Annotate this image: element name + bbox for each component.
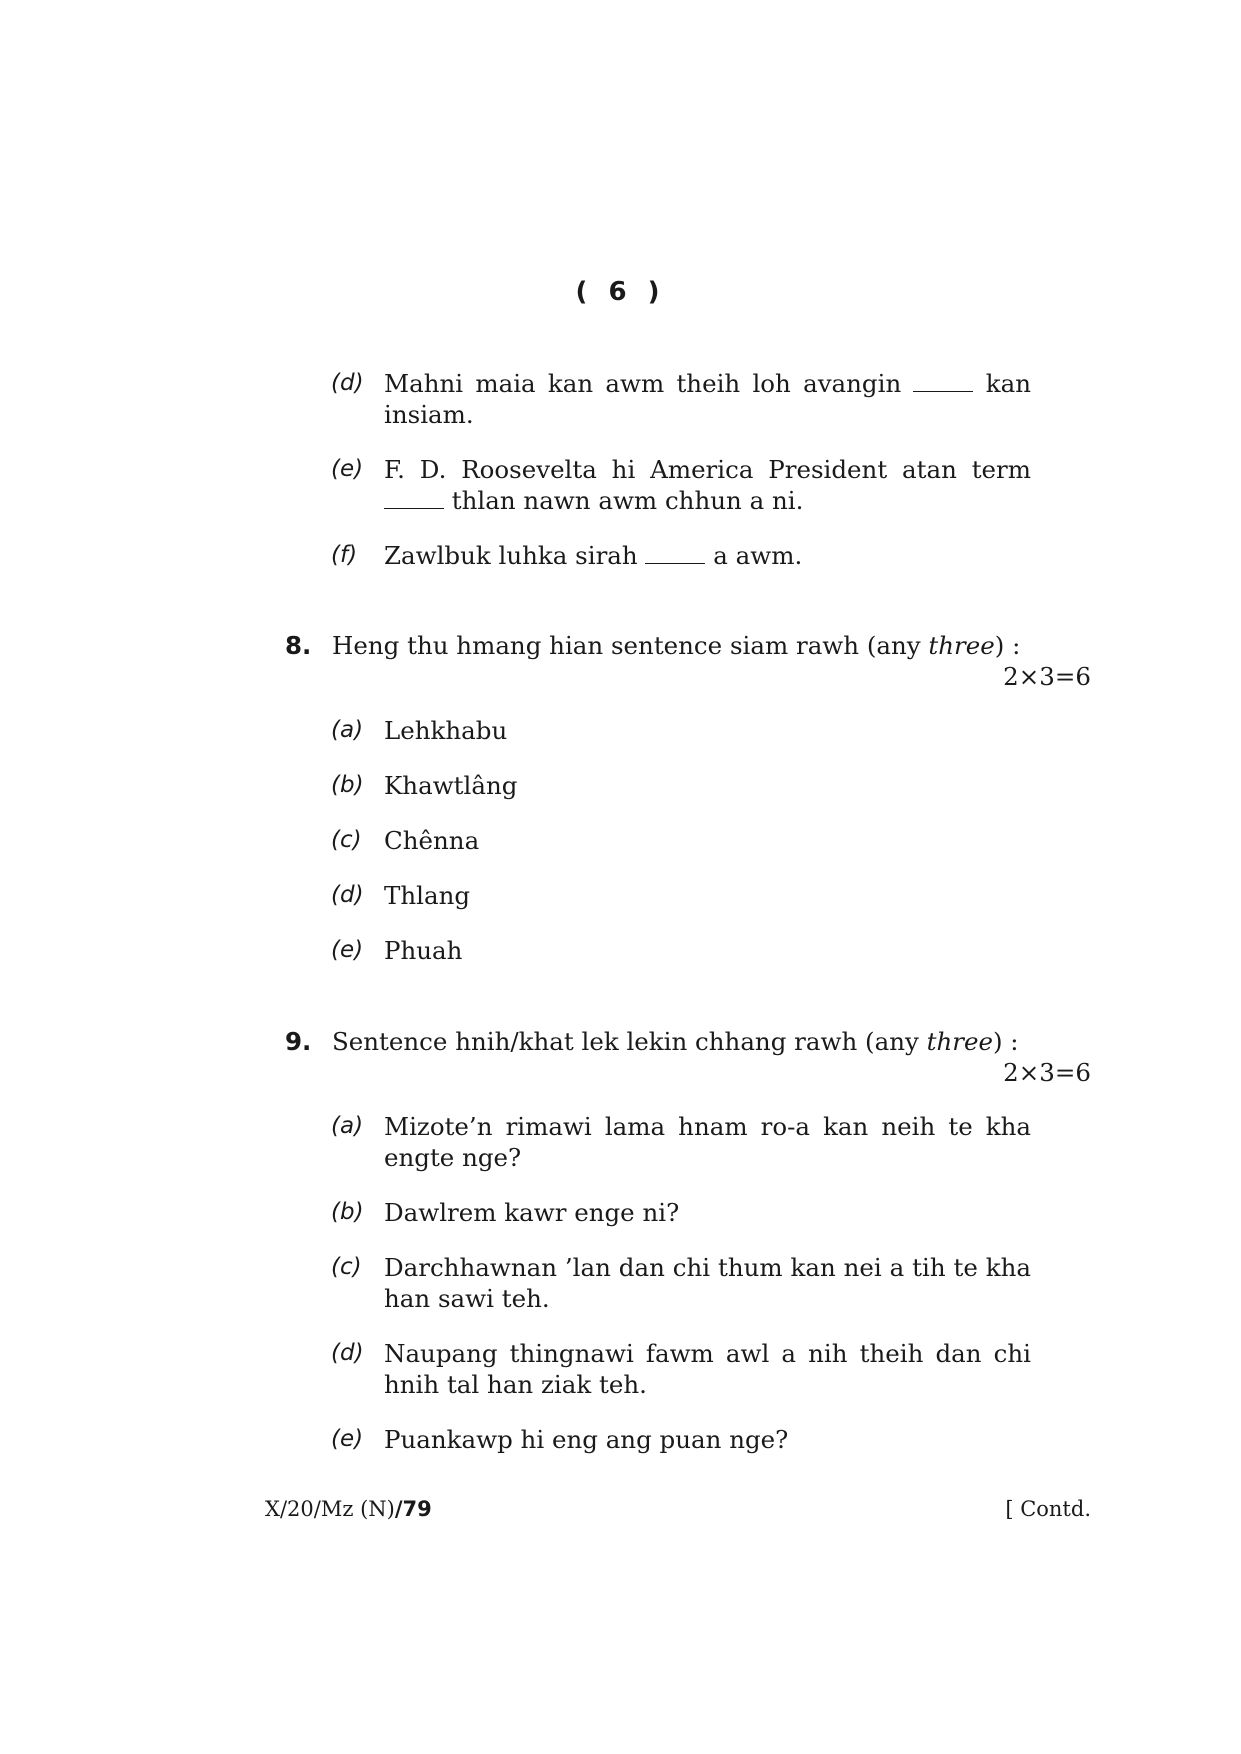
q9-item-a <box>331 1111 1031 1173</box>
question-8 <box>285 630 1091 692</box>
question-text: Sentence hnih/khat lek lekin chhang rawh (any three) : <box>332 1027 1019 1056</box>
item-text: Mahni maia kan awm theih loh avangin kan insiam. <box>384 369 1031 429</box>
item-text: Naupang thingnawi fawm awl a nih theih dan chi hnih tal han ziak teh. <box>384 1339 1031 1399</box>
q8-item-b <box>331 770 1031 801</box>
question-marks: 2×3=6 <box>1003 662 1091 691</box>
q8-item-d <box>331 880 1031 911</box>
q7-item-e <box>331 454 1031 516</box>
item-text: Khawtlâng <box>384 771 518 800</box>
item-text: Mizote’n rimawi lama hnam ro-a kan neih te kha engte nge? <box>384 1112 1031 1172</box>
q9-item-d <box>331 1338 1031 1400</box>
item-text: Darchhawnan ’lan dan chi thum kan nei a tih te kha han sawi teh. <box>384 1253 1031 1313</box>
item-label: (a) <box>331 717 364 743</box>
q7-item-d <box>331 368 1031 430</box>
q9-item-b <box>331 1197 1031 1228</box>
q8-item-e <box>331 935 1031 966</box>
continued-label: [ Contd. <box>1005 1497 1091 1521</box>
item-label: (a) <box>331 1113 364 1139</box>
item-text: Zawlbuk luhka sirah a awm. <box>384 541 803 570</box>
item-label: (d) <box>331 370 364 396</box>
item-label: (f) <box>331 542 358 568</box>
item-text: Lehkhabu <box>384 716 508 745</box>
item-text: Chênna <box>384 826 480 855</box>
item-text: Puankawp hi eng ang puan nge? <box>384 1425 789 1454</box>
q9-item-c <box>331 1252 1031 1314</box>
question-text: Heng thu hmang hian sentence siam rawh (any three) : <box>332 631 1021 660</box>
item-text: Phuah <box>384 936 463 965</box>
q7-item-f <box>331 540 1031 571</box>
answer-blank <box>913 371 973 392</box>
item-text: F. D. Roosevelta hi America President atan term thlan nawn awm chhun a ni. <box>384 455 1031 515</box>
item-label: (d) <box>331 1340 364 1366</box>
item-label: (d) <box>331 882 364 908</box>
item-label: (b) <box>331 1199 364 1225</box>
question-number: 9. <box>285 1027 312 1056</box>
item-label: (e) <box>331 937 364 963</box>
answer-blank <box>645 543 705 564</box>
question-number: 8. <box>285 631 312 660</box>
q9-item-e <box>331 1424 1031 1455</box>
item-text: Thlang <box>384 881 471 910</box>
item-label: (c) <box>331 827 362 853</box>
q8-item-a <box>331 715 1031 746</box>
item-label: (e) <box>331 456 364 482</box>
page-number: ( 6 ) <box>575 277 666 307</box>
question-9 <box>285 1026 1091 1088</box>
paper-code: X/20/Mz (N)/79 <box>265 1497 432 1521</box>
answer-blank <box>384 488 444 509</box>
item-label: (e) <box>331 1426 364 1452</box>
q8-item-c <box>331 825 1031 856</box>
question-marks: 2×3=6 <box>1003 1058 1091 1087</box>
item-text: Dawlrem kawr enge ni? <box>384 1198 680 1227</box>
item-label: (b) <box>331 772 364 798</box>
item-label: (c) <box>331 1254 362 1280</box>
